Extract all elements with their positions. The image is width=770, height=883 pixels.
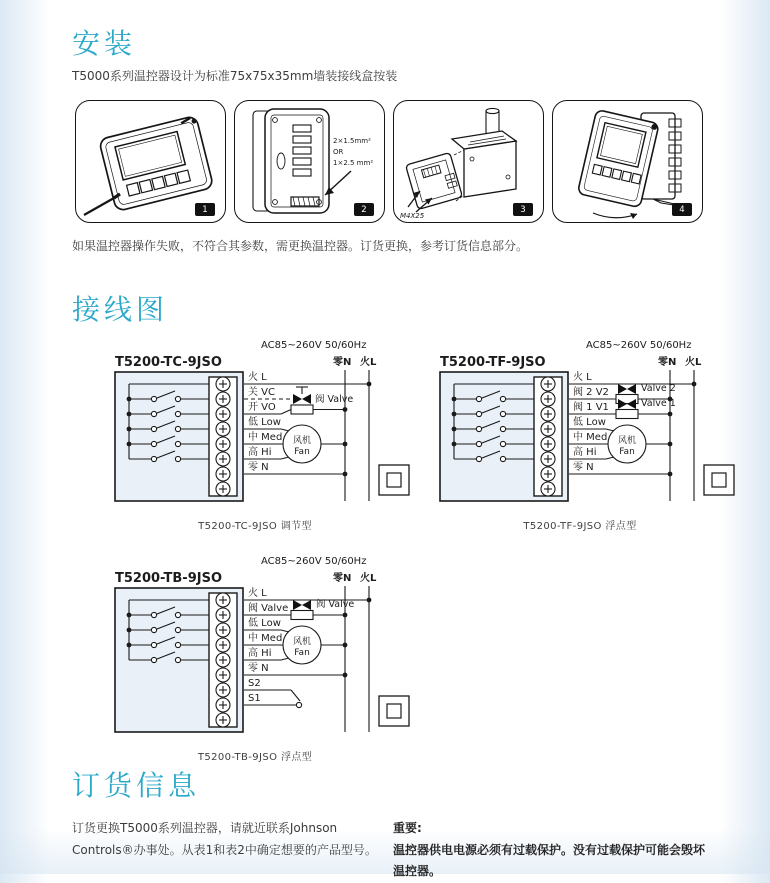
svg-text:零 N: 零 N bbox=[248, 462, 269, 473]
svg-text:阀 Valve: 阀 Valve bbox=[316, 599, 355, 610]
figure-wall-box-mounting bbox=[393, 100, 544, 223]
svg-text:零N: 零N bbox=[333, 357, 352, 368]
figure-number-badge: 1 bbox=[195, 203, 215, 216]
svg-text:火 L: 火 L bbox=[248, 588, 267, 599]
svg-text:Fan: Fan bbox=[294, 648, 310, 658]
wiring-diagram-tb-caption: T5200-TB-9JSO 浮点型 bbox=[197, 752, 313, 763]
svg-text:Fan: Fan bbox=[294, 447, 310, 457]
important-title: 重要: bbox=[393, 821, 422, 835]
svg-text:零 N: 零 N bbox=[248, 663, 269, 674]
svg-text:T5200-TB-9JSO: T5200-TB-9JSO bbox=[115, 571, 223, 586]
ordering-body-text: 订货更换T5000系列温控器，请就近联系Johnson Controls®办事处。从表1和表2中确定想要的产品型号。 bbox=[72, 821, 377, 857]
figure-number-badge: 2 bbox=[354, 203, 374, 216]
svg-text:AC85~260V 50/60Hz: AC85~260V 50/60Hz bbox=[261, 340, 367, 351]
svg-text:火 L: 火 L bbox=[573, 372, 592, 383]
wiring-section-title: 接线图 bbox=[72, 293, 169, 326]
svg-text:火L: 火L bbox=[360, 357, 377, 368]
figure-number-badge: 4 bbox=[672, 203, 692, 216]
svg-text:阀 Valve: 阀 Valve bbox=[248, 603, 289, 614]
figure-number-badge: 3 bbox=[513, 203, 533, 216]
wiring-diagram-tc-drawing bbox=[95, 334, 415, 515]
svg-text:低 Low: 低 Low bbox=[248, 417, 281, 428]
svg-text:零N: 零N bbox=[658, 357, 677, 368]
svg-text:高 Hi: 高 Hi bbox=[248, 648, 272, 659]
wiring-diagram-tb bbox=[95, 550, 415, 763]
svg-text:中 Med: 中 Med bbox=[248, 633, 283, 644]
wiring-diagram-tc-caption: T5200-TC-9JSO 调节型 bbox=[198, 521, 312, 532]
svg-text:火L: 火L bbox=[685, 357, 702, 368]
wiring-diagram-tf bbox=[420, 334, 740, 532]
svg-text:S2: S2 bbox=[248, 678, 261, 689]
svg-text:火L: 火L bbox=[360, 573, 377, 584]
svg-text:AC85~260V 50/60Hz: AC85~260V 50/60Hz bbox=[261, 556, 367, 567]
svg-text:S1: S1 bbox=[248, 693, 261, 704]
wiring-diagram-tc bbox=[95, 334, 415, 532]
ordering-section-title: 订货信息 bbox=[72, 769, 201, 802]
svg-text:关 VC: 关 VC bbox=[248, 387, 276, 398]
ordering-important-block bbox=[393, 818, 713, 883]
important-body: 温控器供电电源必须有过载保护。没有过载保护可能会毁坏温控器。 bbox=[393, 842, 706, 879]
installation-figures bbox=[75, 100, 703, 223]
svg-text:零 N: 零 N bbox=[573, 462, 594, 473]
svg-text:低 Low: 低 Low bbox=[573, 417, 606, 428]
wire-size-label-2: 1×2.5 mm² bbox=[333, 159, 374, 167]
svg-text:T5200-TF-9JSO: T5200-TF-9JSO bbox=[440, 355, 546, 370]
svg-text:开 VO: 开 VO bbox=[248, 402, 276, 413]
svg-text:阀 2 V2: 阀 2 V2 bbox=[573, 387, 609, 398]
figure-thermostat-overview bbox=[75, 100, 226, 223]
svg-text:风机: 风机 bbox=[292, 637, 312, 647]
svg-text:阀 Valve: 阀 Valve bbox=[315, 394, 354, 405]
install-intro-text: T5000系列温控器设计为标准75x75x35mm墙装接线盒按装 bbox=[72, 69, 398, 83]
figure-snap-on bbox=[552, 100, 703, 223]
install-section-title: 安装 bbox=[72, 27, 137, 60]
svg-text:T5200-TC-9JSO: T5200-TC-9JSO bbox=[115, 355, 222, 370]
figure-rear-wiring bbox=[234, 100, 385, 223]
screw-spec-label: M4X25 bbox=[400, 212, 425, 220]
svg-text:高 Hi: 高 Hi bbox=[573, 447, 597, 458]
wire-size-label-or: OR bbox=[333, 148, 344, 156]
svg-text:火 L: 火 L bbox=[248, 372, 267, 383]
svg-text:风机: 风机 bbox=[617, 436, 637, 446]
svg-text:中 Med: 中 Med bbox=[573, 432, 608, 443]
wiring-diagram-tb-drawing bbox=[95, 550, 415, 746]
svg-text:Valve 1: Valve 1 bbox=[641, 398, 676, 409]
svg-text:AC85~260V 50/60Hz: AC85~260V 50/60Hz bbox=[586, 340, 692, 351]
svg-text:高 Hi: 高 Hi bbox=[248, 447, 272, 458]
svg-text:阀 1 V1: 阀 1 V1 bbox=[573, 402, 609, 413]
svg-text:Fan: Fan bbox=[619, 447, 635, 457]
svg-text:低 Low: 低 Low bbox=[248, 618, 281, 629]
svg-text:零N: 零N bbox=[333, 573, 352, 584]
wire-size-label-1: 2×1.5mm² bbox=[333, 137, 371, 145]
svg-text:中 Med: 中 Med bbox=[248, 432, 283, 443]
svg-text:Valve 2: Valve 2 bbox=[641, 383, 676, 394]
replacement-note-text: 如果温控器操作失败，不符合其参数，需更换温控器。订货更换，参考订货信息部分。 bbox=[72, 239, 529, 253]
svg-text:风机: 风机 bbox=[292, 436, 312, 446]
wiring-diagram-tf-drawing bbox=[420, 334, 740, 515]
wiring-diagram-tf-caption: T5200-TF-9JSO 浮点型 bbox=[523, 521, 637, 532]
